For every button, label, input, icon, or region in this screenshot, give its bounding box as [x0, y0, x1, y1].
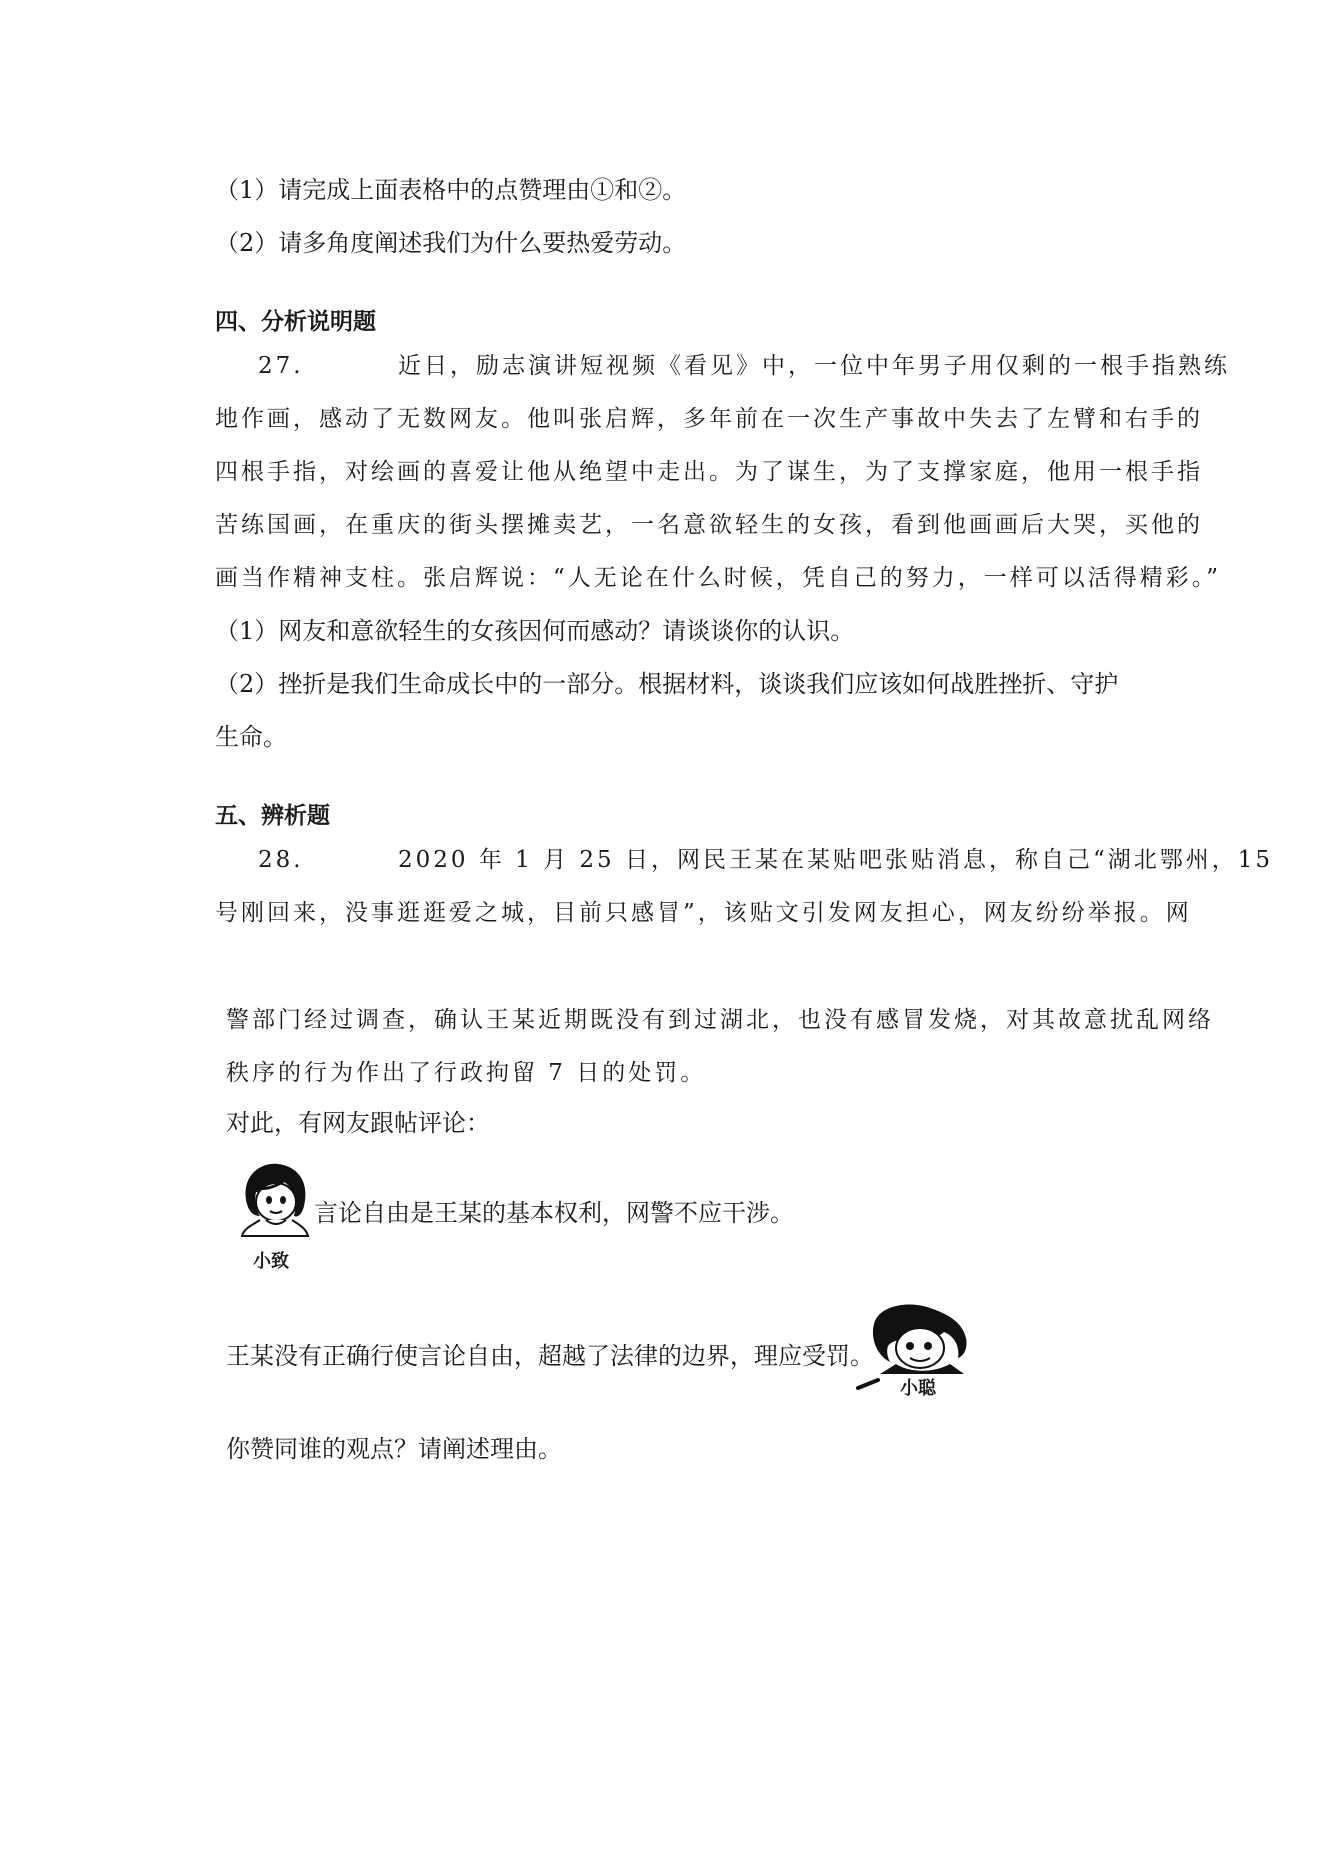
- boy-avatar-icon: [868, 1302, 976, 1374]
- question-number-27: 27.: [258, 353, 304, 379]
- section4-line-text: 近日，励志演讲短视频《看见》中，一位中年男子用仅剩的一根手指熟练: [398, 353, 1230, 379]
- section5-intro: 对此，有网友跟帖评论：: [226, 1109, 490, 1137]
- section4-para-line-1: [258, 350, 1230, 382]
- section3-question-2: （2）请多角度阐述我们为什么要热爱劳动。: [215, 229, 687, 257]
- section4-question-2-line-1: （2）挫折是我们生命成长中的一部分。根据材料，谈谈我们应该如何战胜挫折、守护: [215, 670, 1119, 698]
- section4-question-1: （1）网友和意欲轻生的女孩因何而感动？请谈谈你的认识。: [215, 617, 855, 645]
- comment-2-name: 小聪: [900, 1378, 936, 1399]
- section3-question-1: （1）请完成上面表格中的点赞理由①和②。: [215, 176, 687, 204]
- section5-para-line-3: 警部门经过调查，确认王某近期既没有到过湖北，也没有感冒发烧，对其故意扰乱网络: [226, 1007, 1214, 1033]
- comment-1-text: 言论自由是王某的基本权利，网警不应干涉。: [314, 1199, 794, 1227]
- section4-para-line-5: 画当作精神支柱。张启辉说：“人无论在什么时候，凭自己的努力，一样可以活得精彩。”: [215, 565, 1222, 591]
- section4-para-line-2: 地作画，感动了无数网友。他叫张启辉，多年前在一次生产事故中失去了左臂和右手的: [215, 406, 1203, 432]
- section5-para-line-1: [258, 844, 1273, 876]
- section4-heading: 四、分析说明题: [215, 309, 376, 335]
- comment-1-name: 小致: [253, 1251, 289, 1272]
- section5-para-line-2: 号刚回来，没事逛逛爱之城，目前只感冒”，该贴文引发网友担心，网友纷纷举报。网: [215, 900, 1192, 926]
- section4-para-line-3: 四根手指，对绘画的喜爱让他从绝望中走出。为了谋生，为了支撑家庭，他用一根手指: [215, 459, 1203, 485]
- question-number-28: 28.: [258, 847, 304, 873]
- section5-heading: 五、辨析题: [215, 803, 330, 829]
- comment-2-text: 王某没有正确行使言论自由，超越了法律的边界，理应受罚。: [226, 1342, 874, 1370]
- section5-para-line-4: 秩序的行为作出了行政拘留 7 日的处罚。: [226, 1060, 707, 1086]
- section5-question: 你赞同谁的观点？请阐述理由。: [226, 1435, 562, 1463]
- pointer-dash-icon: [856, 1378, 882, 1390]
- section4-question-2-line-2: 生命。: [215, 723, 287, 751]
- section4-para-line-4: 苦练国画，在重庆的街头摆摊卖艺，一名意欲轻生的女孩，看到他画画后大哭，买他的: [215, 512, 1203, 538]
- section5-line-text: 2020 年 1 月 25 日，网民王某在某贴吧张贴消息，称自己“湖北鄂州，15: [398, 847, 1274, 873]
- girl-avatar-icon: [238, 1160, 314, 1238]
